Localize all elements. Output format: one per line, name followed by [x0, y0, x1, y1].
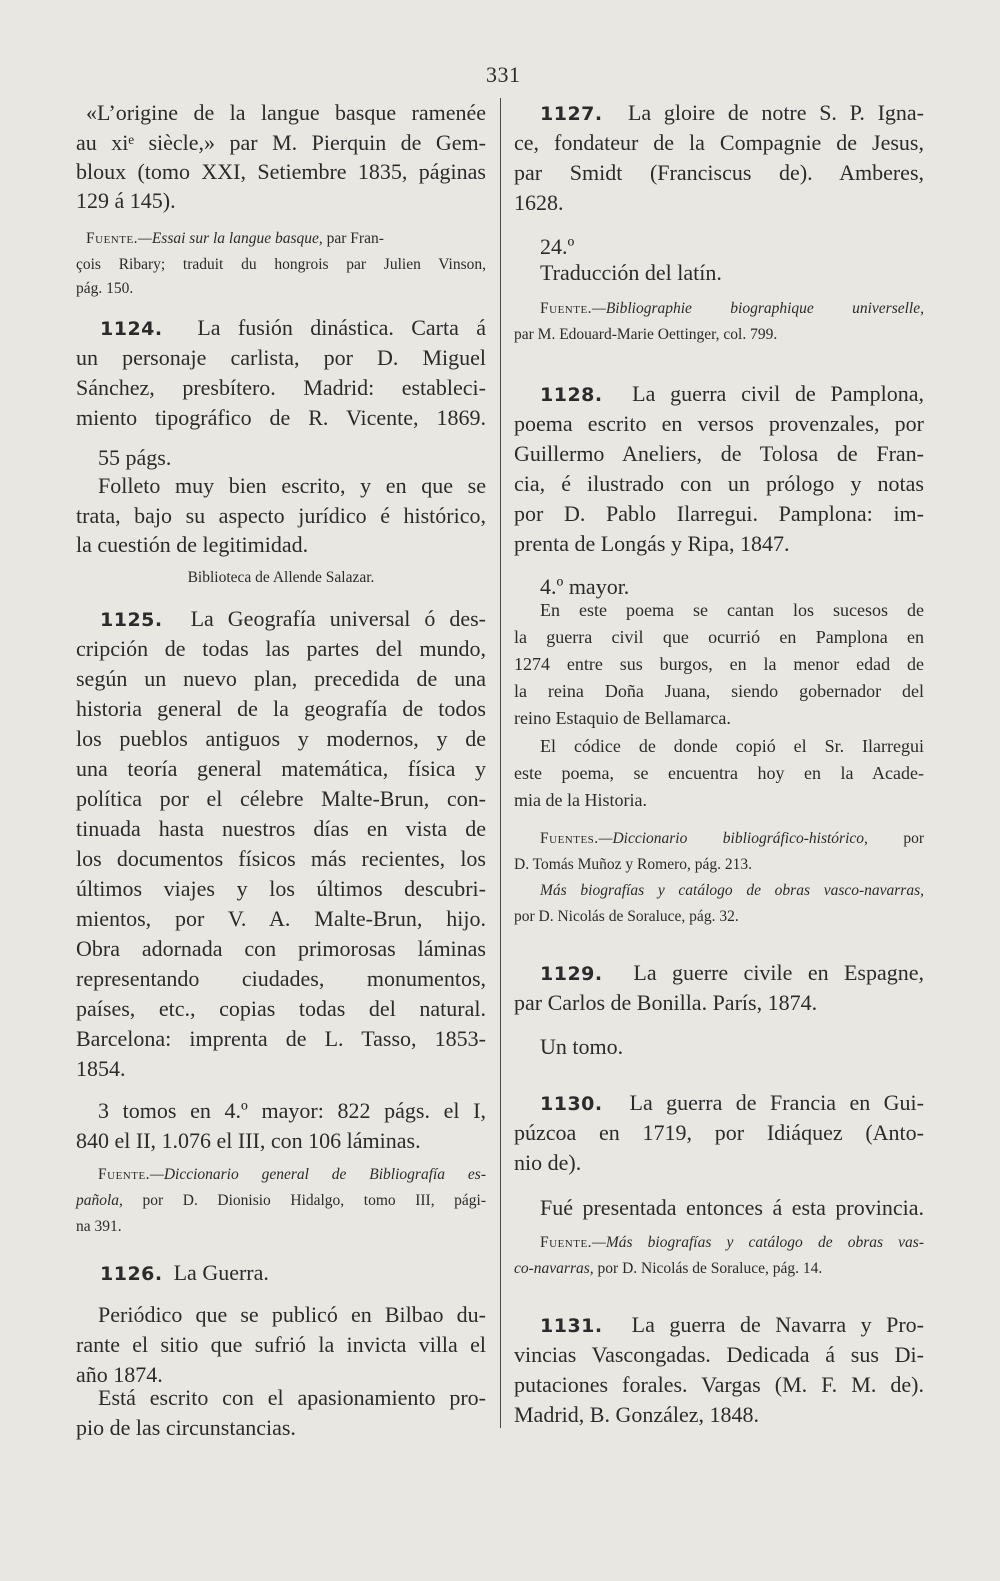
text-line: 1274 entre sus burgos, en la menor edad de: [514, 654, 924, 674]
text-line: 129 á 145).: [76, 188, 176, 213]
source-label: Fuente.: [86, 230, 139, 247]
source-label: Fuente.: [540, 1234, 593, 1251]
text-line: Guillermo Aneliers, de Tolosa de Fran-: [514, 441, 924, 466]
text-line: bloux (tomo XXI, Setiembre 1835, páginas: [76, 159, 486, 184]
column-divider: [500, 98, 501, 1428]
source-note: [86, 226, 486, 252]
text-line: Folleto muy bien escrito, y en que se: [98, 473, 486, 498]
entry-number: 1124.: [100, 318, 163, 340]
source-title: pañola,: [76, 1192, 123, 1209]
text-line: año 1874.: [76, 1362, 163, 1387]
entry-1130: [540, 1088, 924, 1119]
entry-number: 1129.: [540, 963, 603, 985]
text-line: 4.º mayor.: [540, 574, 630, 599]
source-note: D. Tomás Muñoz y Romero, pág. 213.: [514, 856, 752, 873]
text-line: representando ciudades, monumentos,: [76, 966, 486, 991]
text-line: cripción de todas las partes del mundo,: [76, 636, 486, 661]
text-line: Está escrito con el apasionamiento pro-: [98, 1385, 486, 1410]
library-note: Biblioteca de Allende Salazar.: [187, 569, 375, 586]
source-text: por D. Nicolás de Soraluce, pág. 14.: [593, 1260, 823, 1277]
entry-title: La Geografía universal ó des-: [190, 606, 486, 631]
text-line: por D. Pablo Ilarregui. Pamplona: im-: [514, 501, 924, 526]
source-note: na 391.: [76, 1218, 122, 1235]
source-note: çois Ribary; traduit du hongrois par Julien Vinson,: [76, 256, 486, 273]
text-line: ce, fondateur de la Compagnie de Jesus,: [514, 130, 924, 155]
text-line: rante el sitio que sufrió la invicta villa el: [76, 1332, 486, 1357]
text-line: mientos, por V. A. Malte-Brun, hijo.: [76, 906, 486, 931]
text-line: últimos viajes y los últimos descubri-: [76, 876, 486, 901]
source-label: Fuente.: [98, 1166, 151, 1183]
text-line: 1854.: [76, 1056, 126, 1081]
source-note: [540, 878, 924, 904]
text-line: 3 tomos en 4.º mayor: 822 págs. el I,: [98, 1098, 486, 1123]
text-line: pio de las circunstancias.: [76, 1415, 296, 1440]
source-note: pág. 150.: [76, 280, 134, 297]
text-line: Fué presentada entonces á esta provincia.: [540, 1195, 924, 1220]
text-line: púzcoa en 1719, por Idiáquez (Anto-: [514, 1120, 924, 1145]
text-line: política por el célebre Malte-Brun, con-: [76, 786, 486, 811]
text-line: mia de la Historia.: [514, 790, 647, 810]
source-note: [540, 1230, 924, 1256]
text-line: 840 el II, 1.076 el III, con 106 láminas.: [76, 1128, 421, 1153]
text-line: los documentos físicos más recientes, los: [76, 846, 486, 871]
text-line: par Smidt (Franciscus de). Amberes,: [514, 160, 924, 185]
entry-title: La guerre civile en Espagne,: [633, 960, 924, 985]
text-line: reino Estaquio de Bellamarca.: [514, 708, 731, 728]
entry-title: La guerra de Francia en Gui-: [629, 1090, 924, 1115]
source-note: [76, 1188, 486, 1214]
text-line: par Carlos de Bonilla. París, 1874.: [514, 990, 818, 1015]
text-line: historia general de la geografía de todos: [76, 696, 486, 721]
text-line: prenta de Longás y Ripa, 1847.: [514, 531, 790, 556]
entry-1126: [100, 1258, 486, 1289]
entry-number: 1127.: [540, 103, 603, 125]
source-label: Fuentes.: [540, 830, 599, 847]
text-line: la guerra civil que ocurrió en Pamplona en: [514, 627, 924, 647]
source-note: [540, 296, 924, 322]
source-title: co-navarras,: [514, 1260, 594, 1277]
source-title: —Más biografías y catálogo de obras vas-: [592, 1234, 924, 1251]
source-title: —Diccionario bibliográfico-histórico,: [598, 830, 868, 847]
text-line: los pueblos antiguos y modernos, y de: [76, 726, 486, 751]
entry-number: 1125.: [100, 609, 163, 631]
text-line: Sánchez, presbítero. Madrid: estableci-: [76, 375, 486, 400]
entry-title: La guerra civil de Pamplona,: [632, 381, 924, 406]
text-line: tinuada hasta nuestros días en vista de: [76, 816, 486, 841]
text-line: «L’origine de la langue basque ramenée: [86, 100, 486, 125]
source-note: por D. Nicolás de Soraluce, pág. 32.: [514, 908, 739, 925]
source-note: par M. Edouard-Marie Oettinger, col. 799.: [514, 326, 778, 343]
entry-1129: [540, 958, 924, 989]
entry-title: La Guerra.: [173, 1260, 269, 1285]
source-title: Más biografías y catálogo de obras vasco-navarras,: [540, 882, 924, 899]
text-line: trata, bajo su aspecto jurídico é histórico,: [76, 503, 486, 528]
text-line: miento tipográfico de R. Vicente, 1869.: [76, 405, 486, 430]
text-line: Traducción del latín.: [540, 260, 722, 285]
source-note: [514, 1256, 924, 1282]
entry-number: 1131.: [540, 1315, 603, 1337]
text-line: 24.º: [540, 234, 575, 259]
entry-1128: [540, 379, 924, 410]
text-line: 1628.: [514, 190, 564, 215]
source-title: —Essai sur la langue basque,: [138, 230, 323, 247]
text-line: la reina Doña Juana, siendo gobernador del: [514, 681, 924, 701]
source-title: —Diccionario general de Bibliografía es-: [150, 1166, 486, 1183]
entry-title: La fusión dinástica. Carta á: [197, 315, 486, 340]
entry-1127: [540, 98, 924, 129]
text-line: países, etc., copias todas del natural.: [76, 996, 486, 1021]
text-line: 55 págs.: [98, 445, 172, 470]
source-title: —Bibliographie biographique universelle,: [592, 300, 924, 317]
text-line: según un nuevo plan, precedida de una: [76, 666, 486, 691]
text-line: una teoría general matemática, física y: [76, 756, 486, 781]
source-text: por D. Dionisio Hidalgo, tomo III, pági-: [122, 1192, 486, 1209]
text-line: Barcelona: imprenta de L. Tasso, 1853-: [76, 1026, 486, 1051]
source-text: par Fran-: [322, 230, 384, 247]
entry-number: 1128.: [540, 384, 603, 406]
text-line: Periódico que se publicó en Bilbao du-: [98, 1302, 486, 1327]
source-note: [98, 1162, 486, 1188]
entry-1131: [540, 1310, 924, 1341]
text-line: nio de).: [514, 1150, 582, 1175]
entry-1125: [100, 604, 486, 635]
text-line: Un tomo.: [540, 1034, 624, 1059]
text-line: En este poema se cantan los sucesos de: [540, 600, 924, 620]
text-line: Madrid, B. González, 1848.: [514, 1402, 759, 1427]
text-line: vincias Vascongadas. Dedicada á sus Di-: [514, 1342, 924, 1367]
text-line: la cuestión de legitimidad.: [76, 532, 309, 557]
text-line: un personaje carlista, por D. Miguel: [76, 345, 486, 370]
text-line: El códice de donde copió el Sr. Ilarregui: [540, 736, 924, 756]
text-line: poema escrito en versos provenzales, por: [514, 411, 924, 436]
entry-number: 1126.: [100, 1263, 163, 1285]
source-text: por: [867, 830, 924, 847]
entry-number: 1130.: [540, 1093, 603, 1115]
source-note: [540, 826, 924, 852]
entry-title: La guerra de Navarra y Pro-: [631, 1312, 925, 1337]
page-number: 331: [486, 62, 521, 87]
text-line: cia, é ilustrado con un prólogo y notas: [514, 471, 924, 496]
text-line: putaciones forales. Vargas (M. F. M. de).: [514, 1372, 924, 1397]
text-line: au xiᵉ siècle,» par M. Pierquin de Gem-: [76, 130, 486, 155]
entry-1124: [100, 313, 486, 344]
text-line: Obra adornada con primorosas láminas: [76, 936, 486, 961]
text-line: este poema, se encuentra hoy en la Acade-: [514, 763, 924, 783]
entry-title: La gloire de notre S. P. Igna-: [627, 100, 925, 125]
source-label: Fuente.: [540, 300, 593, 317]
